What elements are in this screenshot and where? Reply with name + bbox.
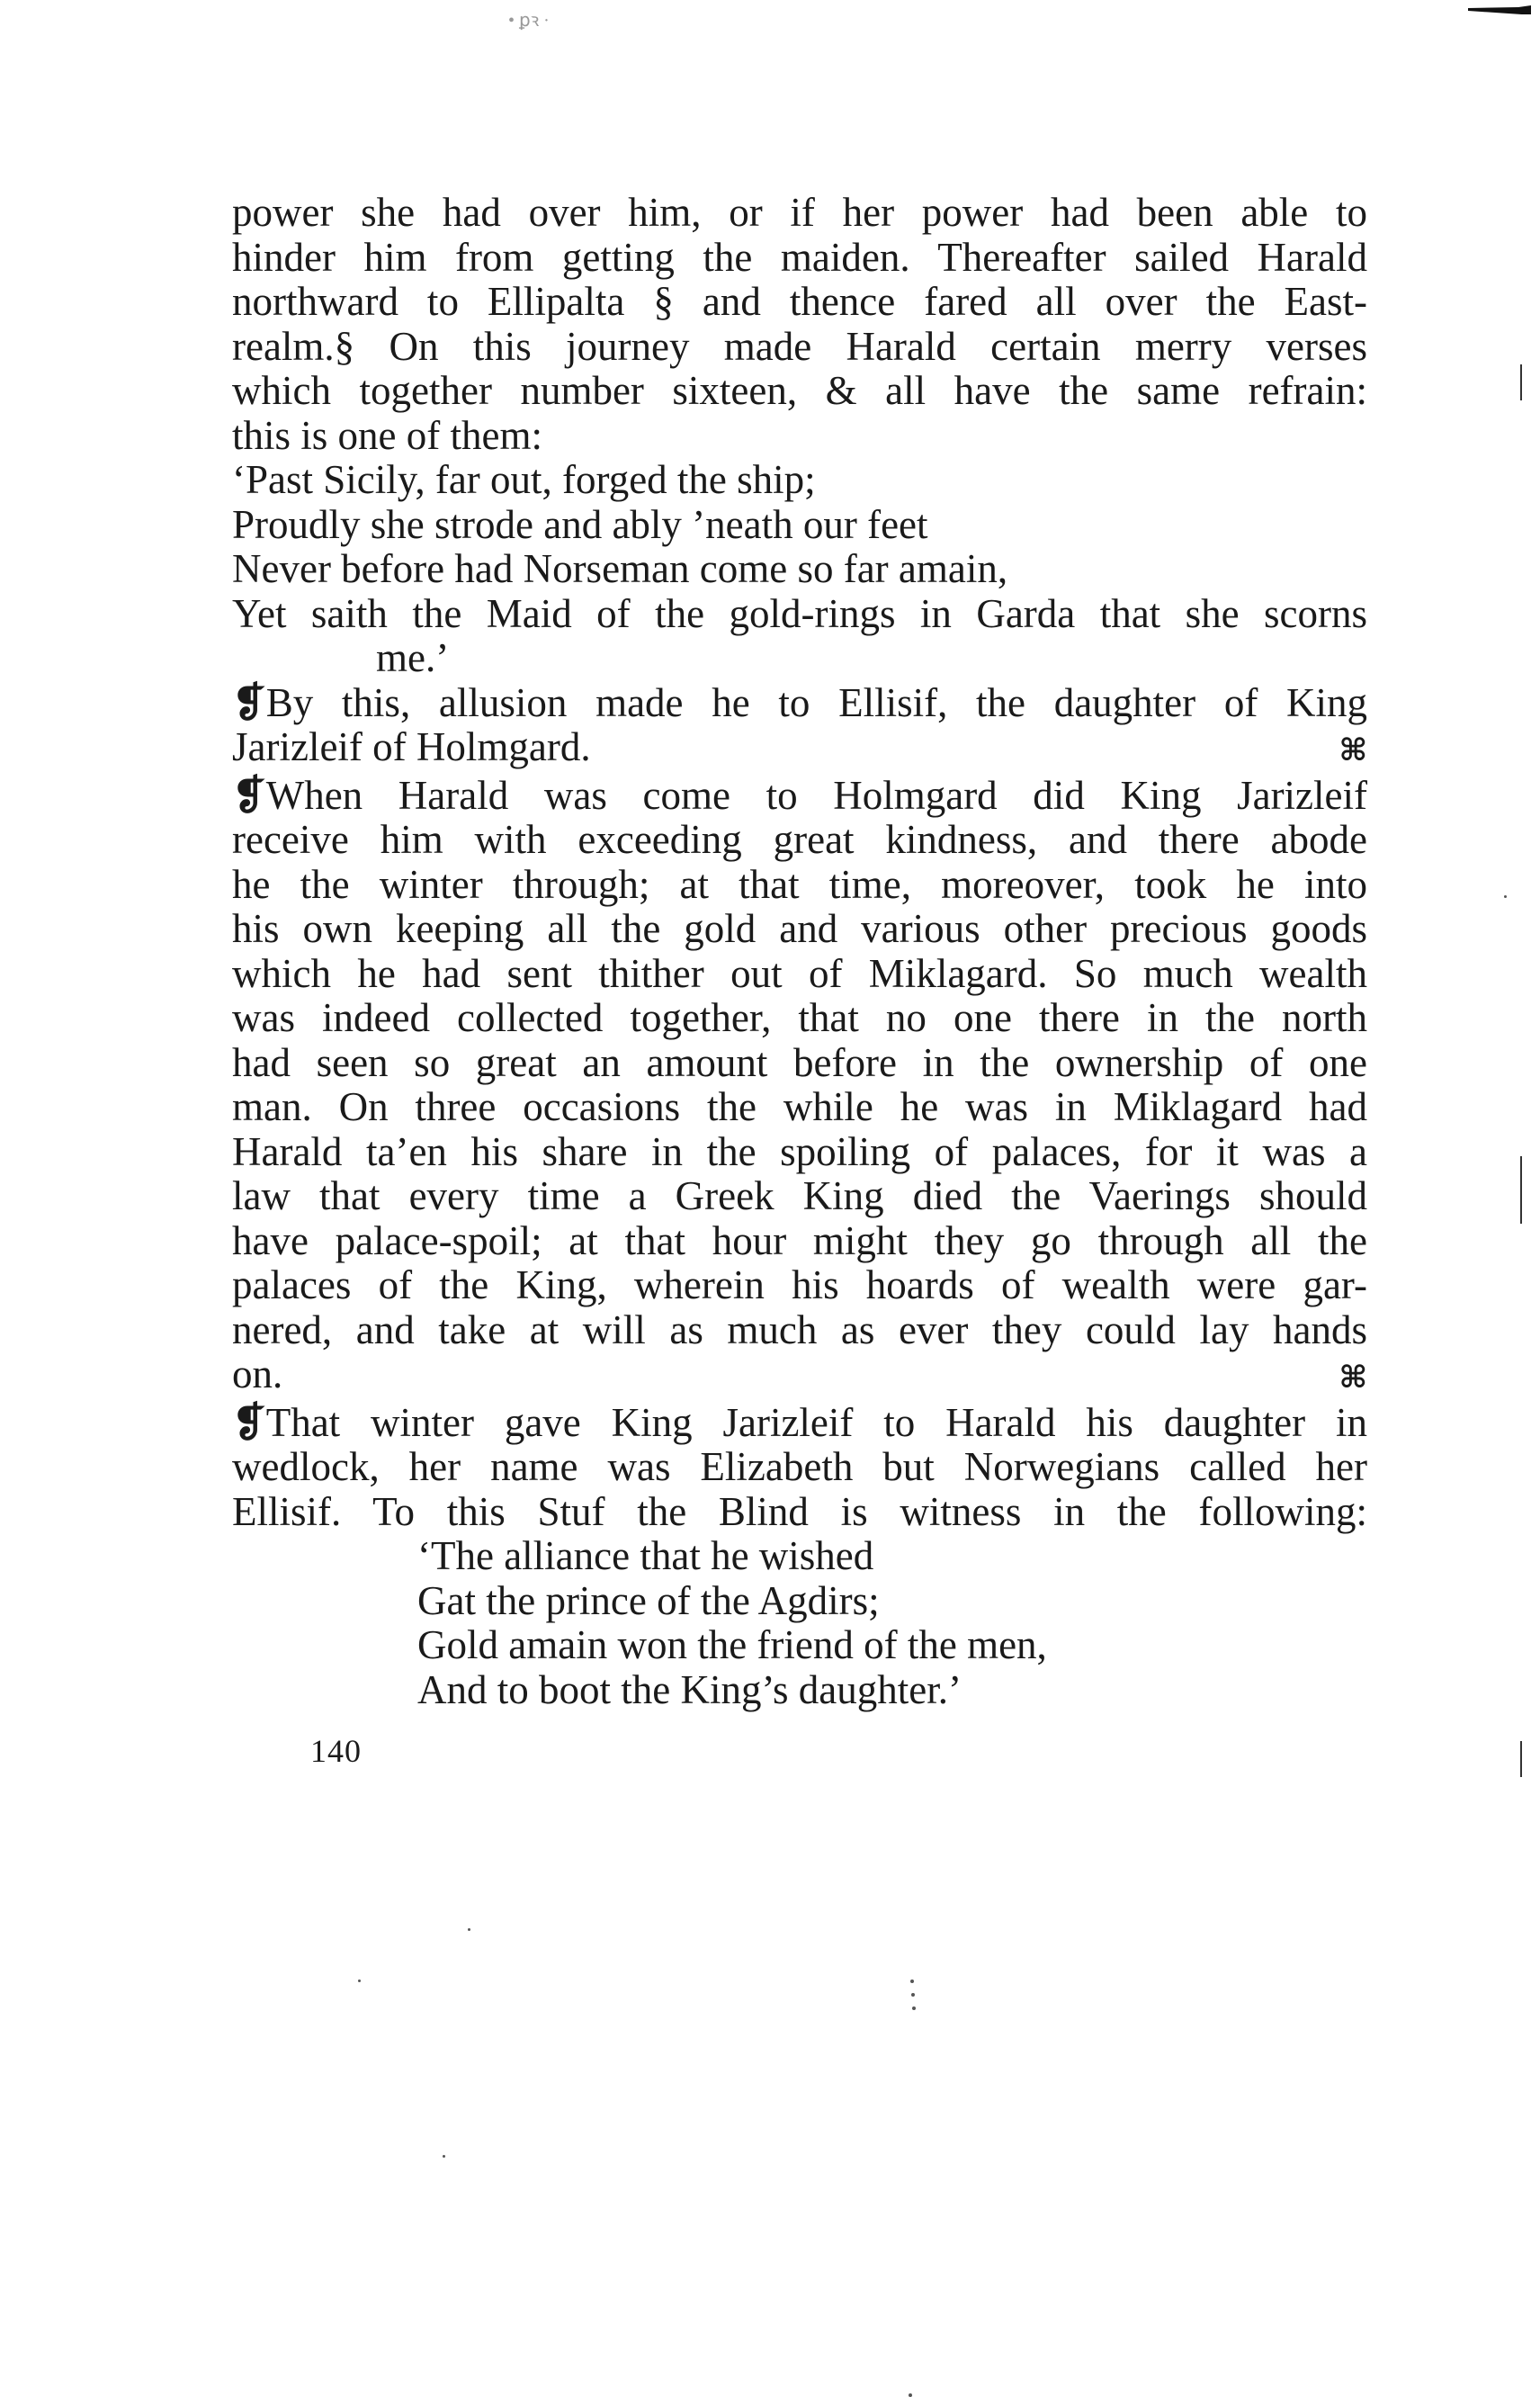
verse-line: Gold amain won the friend of the men,: [417, 1622, 1047, 1667]
margin-rule: [1520, 1156, 1522, 1224]
pilcrow-mark: ❡: [232, 679, 266, 725]
text-line: realm.§ On this journey made Harald certain merry verses: [232, 323, 1367, 369]
text-line: which he had sent thither out of Miklagard. So much wealth: [232, 950, 1367, 996]
text-line: power she had over him, or if her power had been able to: [232, 190, 1367, 235]
ink-speck: [912, 2006, 916, 2010]
ink-speck: [443, 2155, 445, 2158]
text-line: northward to Ellipalta § and thence fared all over the East-: [232, 279, 1367, 324]
ink-speck: [909, 2393, 912, 2397]
section-end-mark: ⌘: [1339, 734, 1367, 768]
verse-line: me.’: [376, 635, 450, 680]
text-line: nered, and take at will as much as ever they could lay hands: [232, 1306, 1367, 1352]
text-line: wedlock, her name was Elizabeth but Norwegians called her: [232, 1444, 1367, 1489]
header-smudge: • ꝑꝛ ·: [508, 11, 550, 31]
text-line: receive him with exceeding great kindness, and there abode: [232, 817, 1367, 862]
text-line: man. On three occasions the while he was in Miklagard had: [232, 1084, 1367, 1129]
verse-line: Never before had Norseman come so far amain,: [232, 546, 1008, 591]
text-line: law that every time a Greek King died the Vaerings should: [232, 1173, 1367, 1218]
verse-line: Proudly she strode and ably ’neath our feet: [232, 501, 928, 547]
verse-line: Gat the prince of the Agdirs;: [417, 1577, 880, 1623]
ink-speck: [1504, 895, 1507, 898]
corner-ink-mark: [1468, 5, 1531, 14]
paragraph-start: [232, 681, 1367, 726]
text-line: had seen so great an amount before in the ownership of one: [232, 1039, 1367, 1085]
pilcrow-mark: ❡: [232, 1399, 266, 1445]
text-line: When Harald was come to Holmgard did King Jarizleif: [265, 772, 1367, 818]
text-line: on.: [232, 1351, 283, 1396]
text-line: he the winter through; at that time, moreover, took he into: [232, 861, 1367, 907]
text-line: That winter gave King Jarizleif to Harald his daughter in: [265, 1399, 1367, 1445]
text-line: Jarizleif of Holmgard.: [232, 724, 591, 769]
text-line: have palace-spoil; at that hour might they go through all the: [232, 1217, 1367, 1263]
ink-speck: [911, 1993, 915, 1997]
text-line: Harald ta’en his share in the spoiling of palaces, for it was a: [232, 1128, 1367, 1174]
verse-line: ‘The alliance that he wished: [417, 1533, 874, 1578]
paragraph-start: [232, 774, 1367, 819]
verse-line: Yet saith the Maid of the gold-rings in Garda that she scorns: [232, 590, 1367, 636]
ink-speck: [468, 1928, 470, 1931]
text-line: which together number sixteen, & all have the same refrain:: [232, 368, 1367, 413]
text-line: this is one of them:: [232, 412, 542, 458]
text-line: was indeed collected together, that no one there in the north: [232, 995, 1367, 1040]
margin-rule: [1520, 1741, 1522, 1777]
text-line: hinder him from getting the maiden. Thereafter sailed Harald: [232, 234, 1367, 280]
ink-speck: [358, 1980, 361, 1982]
margin-rule: [1520, 364, 1522, 400]
text-line-with-end-mark: [232, 725, 1367, 774]
text-line: his own keeping all the gold and various other precious goods: [232, 906, 1367, 951]
pilcrow-mark: ❡: [232, 772, 266, 818]
page-number: 140: [310, 1733, 362, 1769]
verse-line: And to boot the King’s daughter.’: [417, 1666, 962, 1712]
section-end-mark: ⌘: [1339, 1361, 1367, 1395]
text-line: By this, allusion made he to Ellisif, the daughter of King: [265, 679, 1367, 725]
text-line: Ellisif. To this Stuf the Blind is witness in the following:: [232, 1488, 1367, 1534]
paragraph-start: [232, 1401, 1367, 1446]
ink-speck: [910, 1980, 914, 1983]
verse-line: ‘Past Sicily, far out, forged the ship;: [232, 457, 816, 502]
body-text: [232, 191, 1367, 1712]
text-line: palaces of the King, wherein his hoards of wealth were gar-: [232, 1262, 1367, 1307]
text-line-with-end-mark: [232, 1352, 1367, 1401]
